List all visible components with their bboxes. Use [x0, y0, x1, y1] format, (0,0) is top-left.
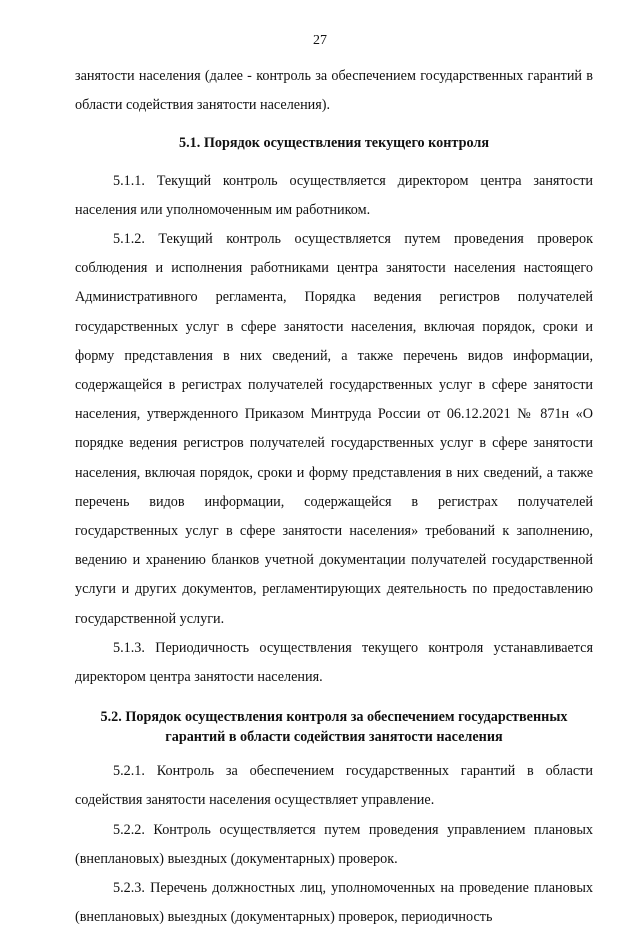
paragraph-5-1-2: 5.1.2. Текущий контроль осуществляется путем проведения проверок соблюдения и исполнения работниками центра занятости населения настоящего Административного регламента, Порядка ведения регистров получателей государственных услуг в сфере занятости населения, включая порядок, сроки и форму представления в них сведений, а также перечень видов информации, содержащейся в регистрах получателей государственных услуг в сфере занятости населения, утвержденного Приказом Минтруда России от 06.12.2021 № 871н «О порядке ведения регистров получателей государственных услуг в сфере занятости населения, включая порядок, сроки и форму представления в них сведений, а также перечень видов информации, содержащейся в регистрах получателей государственных услуг в сфере занятости населения» требований к заполнению, ведению и хранению бланков учетной документации получателей государственной услуги и других документов, регламентирующих деятельность по предоставлению государственной услуги.: [75, 231, 593, 627]
paragraph-5-2-3: 5.2.3. Перечень должностных лиц, уполномоченных на проведение плановых (внеплановых) выездных (документарных) проверок, периодичность: [75, 880, 593, 926]
paragraph-5-1-3: 5.1.3. Периодичность осуществления текущего контроля устанавливается директором центра занятости населения.: [75, 639, 593, 686]
document-body: [75, 62, 593, 932]
paragraph-5-2-2: 5.2.2. Контроль осуществляется путем проведения управлением плановых (внеплановых) выездных (документарных) проверок.: [75, 821, 593, 867]
page-number: 27: [313, 33, 327, 48]
section-heading-5-1: 5.1. Порядок осуществления текущего контроля: [179, 135, 489, 152]
paragraph-continuation: занятости населения (далее - контроль за обеспечением государственных гарантий в области содействия занятости населения).: [75, 68, 593, 114]
section-heading-5-2: 5.2. Порядок осуществления контроля за обеспечением государственных гарантий в области содействия занятости населения: [100, 709, 568, 746]
paragraph-5-2-1: 5.2.1. Контроль за обеспечением государственных гарантий в области содействия занятости населения осуществляет управление.: [75, 763, 593, 809]
paragraph-5-1-1: 5.1.1. Текущий контроль осуществляется директором центра занятости населения или уполномоченным им работником.: [75, 172, 593, 218]
